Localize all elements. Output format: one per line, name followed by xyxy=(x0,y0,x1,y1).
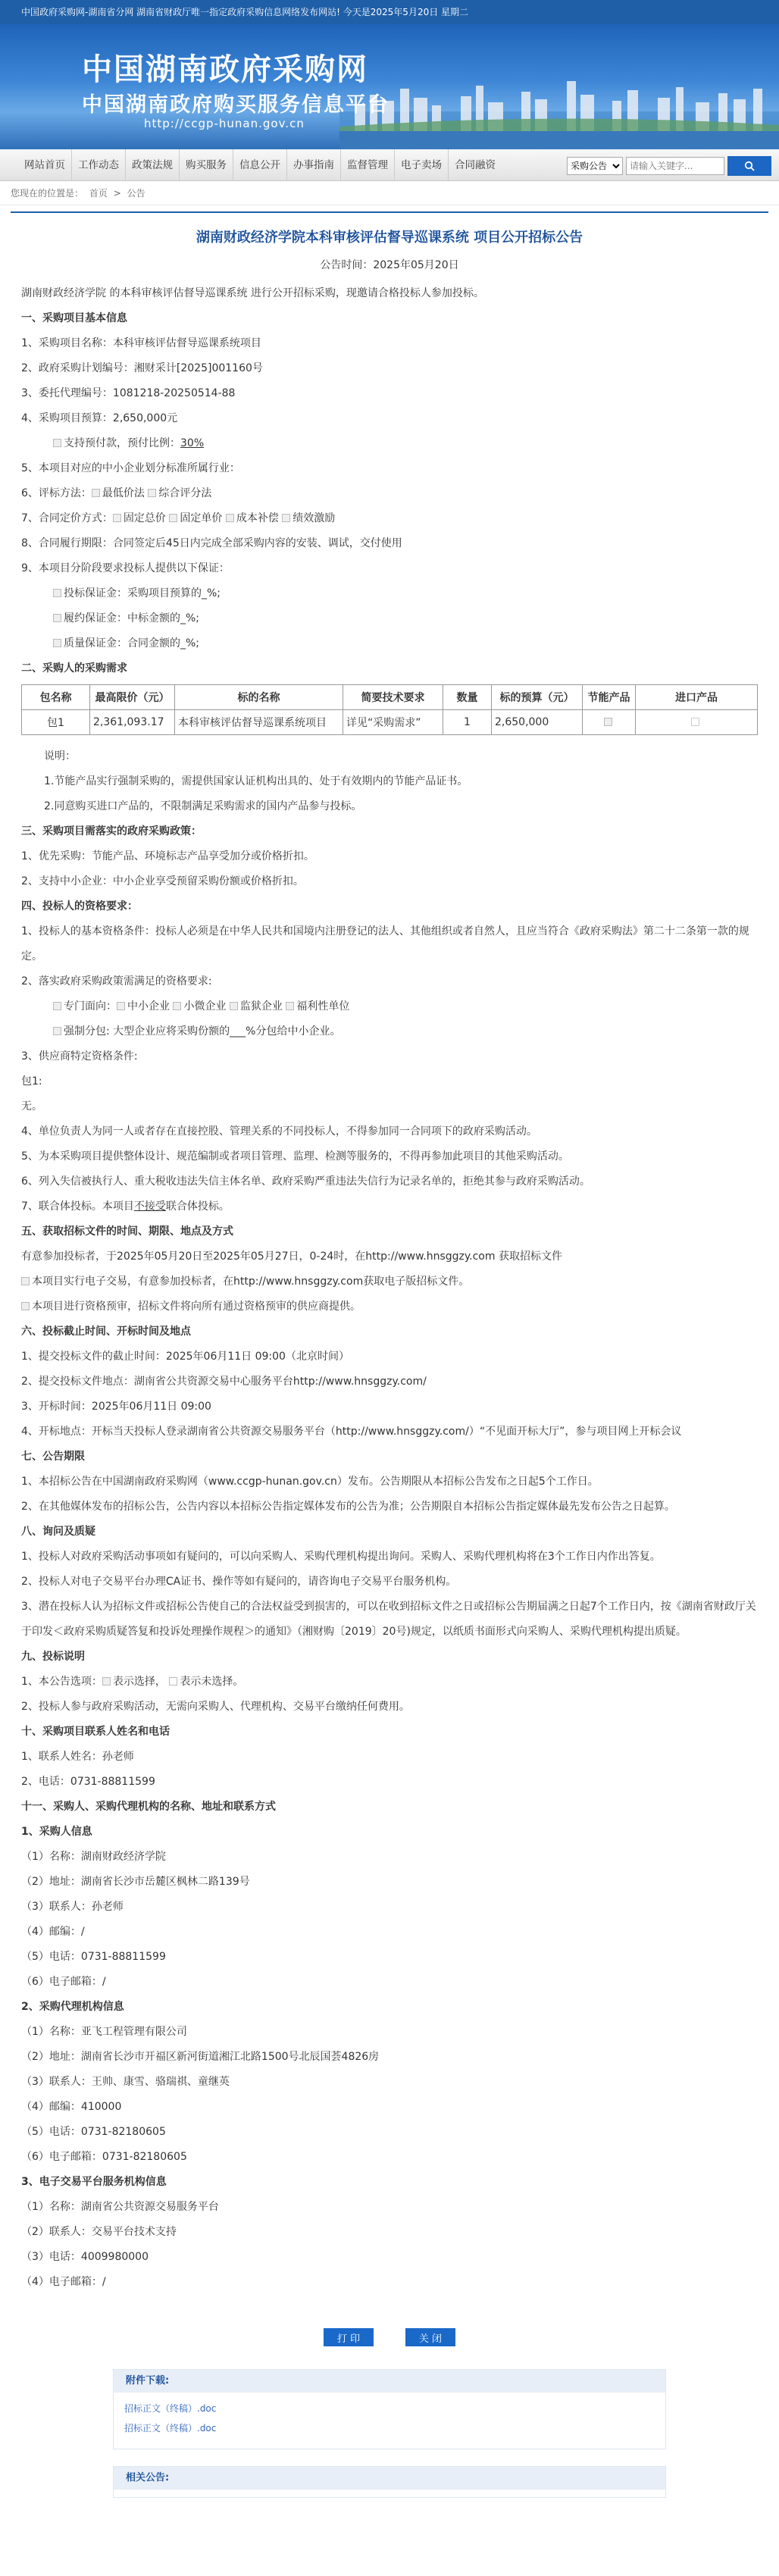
nav-item-policy[interactable]: 政策法规 xyxy=(126,149,180,181)
table-header: 节能产品 xyxy=(583,685,636,710)
table-cell: 1 xyxy=(443,710,492,735)
text-line: 1、投标人的基本资格条件：投标人必须是在中华人民共和国境内注册登记的法人、其他组织或者自然人，且应当符合《政府采购法》第二十二条第一款的规定。 xyxy=(21,925,749,962)
table-cell: 2,361,093.17 xyxy=(90,710,175,735)
table-header: 最高限价（元） xyxy=(90,685,175,710)
search-icon xyxy=(744,161,755,171)
text-line: 无。 xyxy=(21,1100,42,1113)
section-heading: 二、采购人的采购需求 xyxy=(21,662,127,675)
inline-text: 固定总价 xyxy=(123,512,166,524)
text-line: 4、采购项目预算：2,650,000元 xyxy=(21,412,178,424)
text-line xyxy=(21,581,758,606)
table-header: 简要技术要求 xyxy=(343,685,443,710)
inline-text: 不接受 xyxy=(133,1200,166,1213)
section-heading: 八、询问及质疑 xyxy=(21,1526,95,1538)
checkbox-icon xyxy=(230,1002,238,1010)
text-line: （6）电子邮箱：/ xyxy=(21,1976,106,1988)
section-heading: 三、采购项目需落实的政府采购政策： xyxy=(21,825,202,837)
text-line xyxy=(21,631,758,656)
checkbox-icon xyxy=(604,718,612,726)
checkbox-icon xyxy=(691,718,699,726)
section-heading: 六、投标截止时间、开标时间及地点 xyxy=(21,1326,191,1338)
inline-text: 福利性单位 xyxy=(296,1000,350,1013)
inline-text: 专门面向： xyxy=(64,1000,117,1013)
inline-text: 监狱企业 xyxy=(239,1000,283,1013)
checkbox-icon xyxy=(169,514,177,522)
checkbox-icon xyxy=(173,1002,181,1010)
top-info-text: 中国政府采购网-湖南省分网 湖南省财政厅唯一指定政府采购信息网络发布网站! 今天是2025年5月20日 星期二 xyxy=(21,7,469,17)
related-notices-title: 相关公告: xyxy=(114,2467,665,2490)
table-cell: 详见“采购需求” xyxy=(343,710,443,735)
sub-heading: 1、采购人信息 xyxy=(21,1826,92,1838)
nav-item-mall[interactable]: 电子卖场 xyxy=(395,149,449,181)
inline-text: 6、评标方法： xyxy=(21,487,92,499)
table-cell: 本科审核评估督导巡课系统项目 xyxy=(175,710,343,735)
main-nav xyxy=(0,149,779,181)
text-line: （1）名称：湖南省公共资源交易服务平台 xyxy=(21,2201,219,2213)
section-heading: 四、投标人的资格要求： xyxy=(21,900,138,912)
table-header: 包名称 xyxy=(22,685,90,710)
checkbox-icon xyxy=(92,489,100,497)
city-skyline-image xyxy=(339,58,779,149)
table-row xyxy=(22,710,758,735)
section-heading: 一、采购项目基本信息 xyxy=(21,312,127,324)
nav-item-supervision[interactable]: 监督管理 xyxy=(341,149,395,181)
inline-text: 投标保证金：采购项目预算的_%; xyxy=(64,587,221,599)
text-line: （2）地址：湖南省长沙市岳麓区枫林二路139号 xyxy=(21,1876,250,1888)
inline-text: 7、合同定价方式： xyxy=(21,512,113,524)
text-line: （2）联系人：交易平台技术支持 xyxy=(21,2226,177,2238)
nav-item-guide[interactable]: 办事指南 xyxy=(287,149,341,181)
text-line xyxy=(21,1670,758,1695)
text-line: 1.节能产品实行强制采购的，需提供国家认证机构出具的、处于有效期内的节能产品证书。 xyxy=(44,775,468,787)
nav-item-news[interactable]: 工作动态 xyxy=(72,149,126,181)
text-line: （4）电子邮箱：/ xyxy=(21,2276,106,2288)
text-line: 3、委托代理编号：1081218-20250514-88 xyxy=(21,387,236,399)
text-line: 2、政府采购计划编号：湘财采计[2025]001160号 xyxy=(21,362,263,374)
text-line: 说明： xyxy=(44,750,76,762)
top-info-bar xyxy=(0,0,779,24)
breadcrumb-current[interactable]: 公告 xyxy=(127,188,145,199)
checkbox-icon xyxy=(53,614,61,622)
inline-text: 表示未选择。 xyxy=(180,1676,244,1688)
text-line: （3）联系人：王帅、康雪、骆瑞祺、童继英 xyxy=(21,2076,230,2088)
text-line: 1、优先采购：节能产品、环境标志产品享受加分或价格折扣。 xyxy=(21,850,314,862)
text-line: 2、投标人参与政府采购活动，无需向采购人、代理机构、交易平台缴纳任何费用。 xyxy=(21,1701,410,1713)
sub-heading: 3、电子交易平台服务机构信息 xyxy=(21,2176,167,2188)
text-line: 3、潜在投标人认为招标文件或招标公告使自己的合法权益受到损害的，可以在收到招标文件之日或招标公告期届满之日起7个工作日内，按《湖南省财政厅关于印发＜政府采购质疑答复和投诉处理操作规程＞的通知》（湘财购〔2019〕20号)规定，以纸质书面形式向采购人、采购代理机构提出质疑。 xyxy=(21,1601,756,1638)
nav-item-home[interactable]: 网站首页 xyxy=(18,149,72,181)
checkbox-icon xyxy=(148,489,156,497)
section-heading: 十、采购项目联系人姓名和电话 xyxy=(21,1726,170,1738)
text-line: 有意参加投标者，于2025年05月20日至2025年05月27日，0-24时，在http://www.hnsggzy.com 获取招标文件 xyxy=(21,1250,562,1263)
checkbox-icon xyxy=(282,514,290,522)
close-button[interactable]: 关 闭 xyxy=(405,2328,455,2346)
checkbox-icon xyxy=(169,1677,177,1686)
table-header: 进口产品 xyxy=(636,685,758,710)
text-line xyxy=(21,506,758,531)
text-line: 9、本项目分阶段要求投标人提供以下保证： xyxy=(21,562,230,574)
attachments-panel xyxy=(113,2369,666,2449)
breadcrumb-home[interactable]: 首页 xyxy=(89,188,108,199)
attachments-list xyxy=(114,2393,665,2449)
inline-text: 绩效激励 xyxy=(293,512,336,524)
inline-text: 综合评分法 xyxy=(158,487,212,499)
text-line: （5）电话：0731-82180605 xyxy=(21,2126,166,2138)
notice-content xyxy=(11,211,768,2521)
text-line: （3）联系人：孙老师 xyxy=(21,1901,124,1913)
table-cell: 包1 xyxy=(22,710,90,735)
inline-text: 1、本公告选项： xyxy=(21,1676,102,1688)
checkbox-icon xyxy=(53,639,61,647)
section-heading: 十一、采购人、采购代理机构的名称、地址和联系方式 xyxy=(21,1801,276,1813)
inline-text: 本项目进行资格预审，招标文件将向所有通过资格预审的供应商提供。 xyxy=(32,1301,361,1313)
table-header: 数量 xyxy=(443,685,492,710)
print-button[interactable]: 打 印 xyxy=(324,2328,374,2346)
text-line: （4）邮编：/ xyxy=(21,1926,85,1938)
text-line: （5）电话：0731-88811599 xyxy=(21,1951,166,1963)
breadcrumb-label: 您现在的位置是： xyxy=(11,188,84,199)
checkbox-icon xyxy=(53,1027,61,1035)
inline-text: 7、联合体投标。本项目 xyxy=(21,1200,134,1213)
inline-text: 履约保证金：中标金额的_%; xyxy=(64,612,200,624)
notice-intro: 湖南财政经济学院 的本科审核评估督导巡课系统 进行公开招标采购，现邀请合格投标人参加投标。 xyxy=(21,287,484,299)
table-header-row xyxy=(22,685,758,710)
text-line xyxy=(21,606,758,631)
text-line xyxy=(21,1194,758,1219)
text-line: 2、提交投标文件地点：湖南省公共资源交易中心服务平台http://www.hnsggzy.com/ xyxy=(21,1376,427,1388)
text-line: 5、为本采购项目提供整体设计、规范编制或者项目管理、监理、检测等服务的，不得再参加此项目的其他采购活动。 xyxy=(21,1150,569,1163)
text-line xyxy=(21,1294,758,1319)
text-line: 1、本招标公告在中国湖南政府采购网（www.ccgp-hunan.gov.cn）发布。公告期限从本招标公告发布之日起5个工作日。 xyxy=(21,1476,599,1488)
text-line: 2、落实政府采购政策需满足的资格要求: xyxy=(21,975,212,988)
text-line xyxy=(21,1019,758,1044)
site-logo-url: http://ccgp-hunan.gov.cn xyxy=(144,117,305,130)
checkbox-icon xyxy=(21,1302,30,1310)
inline-text: 联合体投标。 xyxy=(165,1200,230,1213)
nav-item-finance[interactable]: 合同融资 xyxy=(455,159,496,171)
text-line: （1）名称：湖南财政经济学院 xyxy=(21,1851,166,1863)
text-line: 2、支持中小企业：中小企业享受预留采购份额或价格折扣。 xyxy=(21,875,304,887)
sub-heading: 2、采购代理机构信息 xyxy=(21,2001,124,2013)
text-line: 1、联系人姓名：孙老师 xyxy=(21,1751,134,1763)
search-category-select[interactable] xyxy=(567,157,623,175)
text-line: （1）名称：亚飞工程管理有限公司 xyxy=(21,2026,187,2038)
text-line: 2、电话：0731-88811599 xyxy=(21,1776,155,1788)
attachment-link[interactable]: 招标正文（终稿）.doc xyxy=(124,2403,217,2414)
text-line: 1、采购项目名称：本科审核评估督导巡课系统项目 xyxy=(21,337,261,349)
inline-text: 最低价法 xyxy=(102,487,145,499)
text-line xyxy=(21,481,758,506)
table-cell: 2,650,000 xyxy=(492,710,583,735)
site-banner xyxy=(0,24,779,149)
text-line: （4）邮编：410000 xyxy=(21,2101,122,2113)
text-line: 包1: xyxy=(21,1075,42,1088)
breadcrumb xyxy=(0,181,779,205)
inline-text: 本项目实行电子交易，有意参加投标者，在http://www.hnsggzy.com获取电子版招标文件。 xyxy=(32,1275,470,1288)
attachments-title: 附件下载: xyxy=(114,2370,665,2393)
inline-text: 强制分包: 大型企业应将采购份额的___%分包给中小企业。 xyxy=(64,1025,341,1038)
checkbox-icon xyxy=(113,514,121,522)
inline-text: 成本补偿 xyxy=(236,512,279,524)
text-line: （3）电话：4009980000 xyxy=(21,2251,149,2263)
nav-item-services[interactable]: 购买服务 xyxy=(180,149,233,181)
inline-text: 30% xyxy=(180,437,205,449)
search-area xyxy=(567,156,771,176)
text-line xyxy=(21,994,758,1019)
checkbox-icon xyxy=(117,1002,125,1010)
checkbox-icon xyxy=(53,589,61,597)
text-line: 2、投标人对电子交易平台办理CA证书、操作等如有疑问的，请咨询电子交易平台服务机构。 xyxy=(21,1576,457,1588)
text-line: 3、开标时间：2025年06月11日 09:00 xyxy=(21,1401,211,1413)
inline-text: 表示选择， xyxy=(112,1676,166,1688)
table-header: 标的预算（元） xyxy=(492,685,583,710)
section-heading: 五、获取招标文件的时间、期限、地点及方式 xyxy=(21,1225,233,1238)
text-line: 5、本项目对应的中小企业划分标准所属行业： xyxy=(21,462,240,474)
checkbox-icon xyxy=(286,1002,294,1010)
search-button[interactable] xyxy=(727,156,771,176)
action-buttons xyxy=(21,2328,758,2346)
site-logo-title: 中国湖南政府采购网 xyxy=(82,52,368,87)
notice-pubtime: 公告时间：2025年05月20日 xyxy=(320,259,459,271)
inline-text: 质量保证金：合同金额的_%; xyxy=(64,637,200,649)
text-line xyxy=(21,431,758,456)
related-notices-panel xyxy=(113,2466,666,2498)
text-line: 1、投标人对政府采购活动事项如有疑问的，可以向采购人、采购代理机构提出询问。采购人、采购代理机构将在3个工作日内作出答复。 xyxy=(21,1551,661,1563)
section-heading: 九、投标说明 xyxy=(21,1651,85,1663)
text-line: 4、开标地点：开标当天投标人登录湖南省公共资源交易服务平台（http://www.hnsggzy.com/）“不见面开标大厅”，参与项目网上开标会议 xyxy=(21,1426,682,1438)
checkbox-icon xyxy=(21,1277,30,1285)
checkbox-icon xyxy=(53,439,61,447)
attachment-link[interactable]: 招标正文（终稿）.doc xyxy=(124,2423,217,2434)
checkbox-icon xyxy=(102,1677,111,1686)
breadcrumb-sep: > xyxy=(113,188,121,199)
text-line: 4、单位负责人为同一人或者存在直接控股、管理关系的不同投标人，不得参加同一合同项下的政府采购活动。 xyxy=(21,1125,537,1138)
package-table xyxy=(21,684,758,735)
inline-text: 中小企业 xyxy=(127,1000,170,1013)
text-line: （2）地址：湖南省长沙市开福区新河街道湘江北路1500号北辰国荟4826房 xyxy=(21,2051,380,2063)
text-line: （6）电子邮箱：0731-82180605 xyxy=(21,2151,187,2163)
text-line: 8、合同履行期限：合同签定后45日内完成全部采购内容的安装、调试，交付使用 xyxy=(21,537,402,549)
notice-title: 湖南财政经济学院本科审核评估督导巡课系统 项目公开招标公告 xyxy=(196,230,583,246)
checkbox-icon xyxy=(226,514,234,522)
text-line: 1、提交投标文件的截止时间：2025年06月11日 09:00（北京时间） xyxy=(21,1351,349,1363)
table-cell xyxy=(583,710,636,735)
text-line: 3、供应商特定资格条件: xyxy=(21,1050,138,1063)
text-line: 6、列入失信被执行人、重大税收违法失信主体名单、政府采购严重违法失信行为记录名单的，拒绝其参与政府采购活动。 xyxy=(21,1175,590,1188)
site-logo-subtitle: 中国湖南政府购买服务信息平台 xyxy=(82,93,390,117)
text-line xyxy=(21,1269,758,1294)
text-line: 2.同意购买进口产品的，不限制满足采购需求的国内产品参与投标。 xyxy=(44,800,362,812)
table-header: 标的名称 xyxy=(175,685,343,710)
checkbox-icon xyxy=(53,1002,61,1010)
nav-item-info[interactable]: 信息公开 xyxy=(233,149,287,181)
table-cell xyxy=(636,710,758,735)
inline-text: 小微企业 xyxy=(183,1000,227,1013)
inline-text: 支持预付款，预付比例： xyxy=(64,437,180,449)
section-heading: 七、公告期限 xyxy=(21,1451,85,1463)
inline-text: 固定单价 xyxy=(180,512,223,524)
text-line: 2、在其他媒体发布的招标公告，公告内容以本招标公告指定媒体发布的公告为准；公告期限自本招标公告指定媒体最先发布公告之日起算。 xyxy=(21,1501,675,1513)
search-input[interactable] xyxy=(626,157,724,175)
